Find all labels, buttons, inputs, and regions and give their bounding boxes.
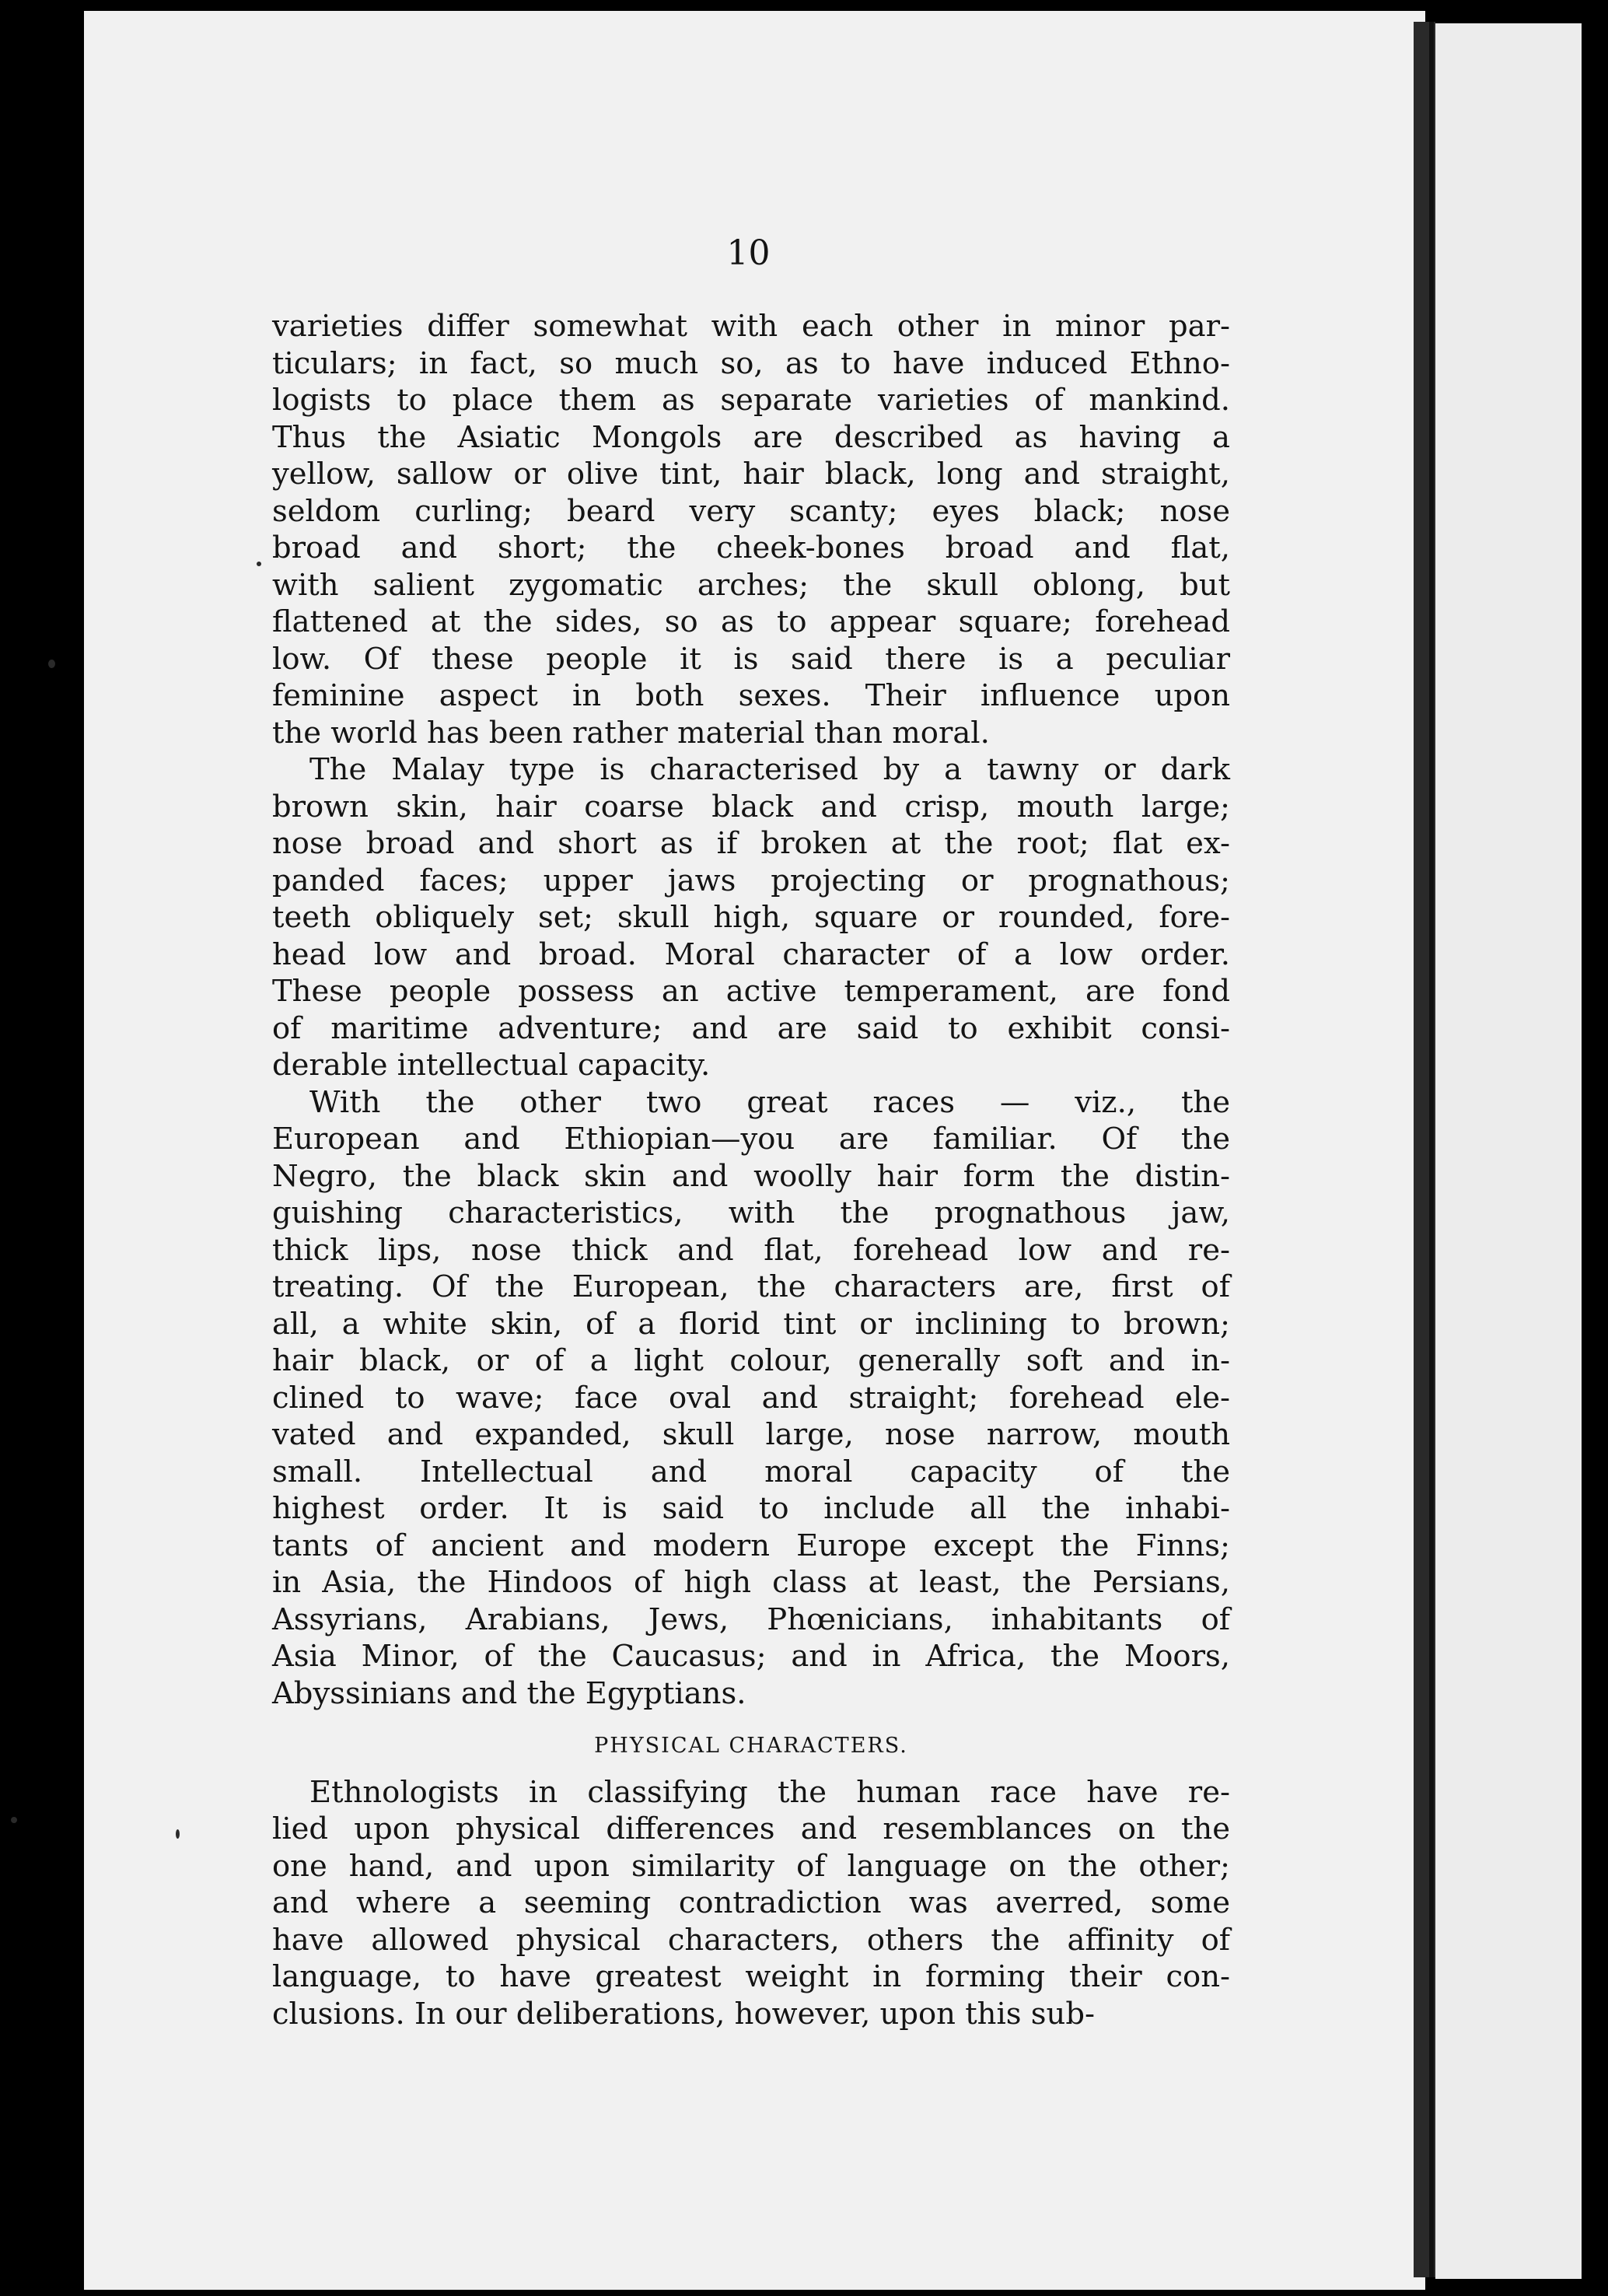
- paragraph: [272, 751, 1230, 1084]
- text-line: nose broad and short as if broken at the root; flat ex-: [272, 826, 1230, 861]
- text-line: The Malay type is characterised by a tawny or dark: [309, 752, 1230, 787]
- text-line: These people possess an active temperament, are fond: [272, 974, 1230, 1009]
- text-line: thick lips, nose thick and flat, forehead low and re-: [272, 1232, 1230, 1268]
- text-line: tants of ancient and modern Europe except the Finns;: [272, 1528, 1230, 1563]
- text-line: Assyrians, Arabians, Jews, Phœnicians, inhabitants of: [272, 1601, 1230, 1637]
- text-line: broad and short; the cheek-bones broad and flat,: [272, 530, 1230, 565]
- paragraph: [272, 1084, 1230, 1713]
- scan-border: [1582, 23, 1608, 2279]
- text-line: all, a white skin, of a florid tint or inclining to brown;: [272, 1306, 1230, 1342]
- facing-page-edge: [1435, 23, 1583, 2279]
- text-line: highest order. It is said to include all the inhabi-: [272, 1491, 1230, 1526]
- text-line: low. Of these people it is said there is a peculiar: [272, 641, 1230, 677]
- text-line: head low and broad. Moral character of a low order.: [272, 936, 1230, 972]
- paragraph: [272, 1774, 1230, 2033]
- text-line: flattened at the sides, so as to appear square; forehead: [272, 604, 1230, 639]
- margin-speck: [11, 1817, 17, 1823]
- text-line: ticulars; in fact, so much so, as to have induced Ethno-: [272, 345, 1230, 381]
- text-line: derable intellectual capacity.: [272, 1048, 711, 1083]
- text-line: Thus the Asiatic Mongols are described as having a: [272, 419, 1230, 455]
- text-line: clined to wave; face oval and straight; forehead ele-: [272, 1380, 1230, 1416]
- text-line: in Asia, the Hindoos of high class at least, the Persians,: [272, 1565, 1230, 1600]
- gutter-shadow: [1429, 22, 1434, 2277]
- text-line: vated and expanded, skull large, nose narrow, mouth: [272, 1417, 1230, 1452]
- text-line: have allowed physical characters, others the affinity of: [272, 1922, 1230, 1958]
- text-line: teeth obliquely set; skull high, square or rounded, fore-: [272, 900, 1230, 935]
- text-line: panded faces; upper jaws projecting or prognathous;: [272, 863, 1230, 898]
- text-line: language, to have greatest weight in forming their con-: [272, 1959, 1230, 1994]
- text-line: treating. Of the European, the characters are, first of: [272, 1269, 1230, 1304]
- closing-paragraph: [272, 1774, 1230, 2033]
- text-line: the world has been rather material than moral.: [272, 715, 990, 751]
- text-line: With the other two great races — viz., the: [309, 1084, 1230, 1120]
- paragraph: [272, 308, 1230, 751]
- margin-speck: [48, 660, 55, 668]
- text-line: Ethnologists in classifying the human race have re-: [309, 1774, 1230, 1810]
- text-line: one hand, and upon similarity of language on the other;: [272, 1848, 1230, 1884]
- margin-speck: [176, 1829, 180, 1839]
- text-line: Abyssinians and the Egyptians.: [272, 1675, 746, 1711]
- text-line: small. Intellectual and moral capacity of the: [272, 1454, 1230, 1489]
- page-number: 10: [726, 233, 771, 273]
- section-heading: PHYSICAL CHARACTERS.: [594, 1734, 908, 1758]
- text-line: brown skin, hair coarse black and crisp, mouth large;: [272, 789, 1230, 824]
- text-line: and where a seeming contradiction was averred, some: [272, 1885, 1230, 1920]
- body-text: [272, 308, 1230, 2032]
- text-line: logists to place them as separate varieties of mankind.: [272, 383, 1230, 418]
- text-line: guishing characteristics, with the prognathous jaw,: [272, 1195, 1230, 1230]
- margin-speck: [257, 562, 261, 566]
- text-line: varieties differ somewhat with each other in minor par-: [272, 309, 1230, 344]
- text-line: yellow, sallow or olive tint, hair black, long and straight,: [272, 457, 1230, 492]
- text-line: Negro, the black skin and woolly hair form the distin-: [272, 1158, 1230, 1194]
- text-line: hair black, or of a light colour, generally soft and in-: [272, 1343, 1230, 1378]
- text-line: Asia Minor, of the Caucasus; and in Africa, the Moors,: [272, 1639, 1230, 1674]
- text-line: feminine aspect in both sexes. Their influence upon: [272, 678, 1230, 713]
- text-line: seldom curling; beard very scanty; eyes black; nose: [272, 493, 1230, 529]
- text-line: lied upon physical differences and resemblances on the: [272, 1811, 1230, 1846]
- text-line: European and Ethiopian—you are familiar. Of the: [272, 1122, 1230, 1157]
- text-line: with salient zygomatic arches; the skull oblong, but: [272, 567, 1230, 603]
- text-line: of maritime adventure; and are said to exhibit consi-: [272, 1010, 1230, 1046]
- paragraphs: [272, 308, 1230, 1712]
- text-line: clusions. In our deliberations, however, upon this sub-: [272, 1996, 1095, 2032]
